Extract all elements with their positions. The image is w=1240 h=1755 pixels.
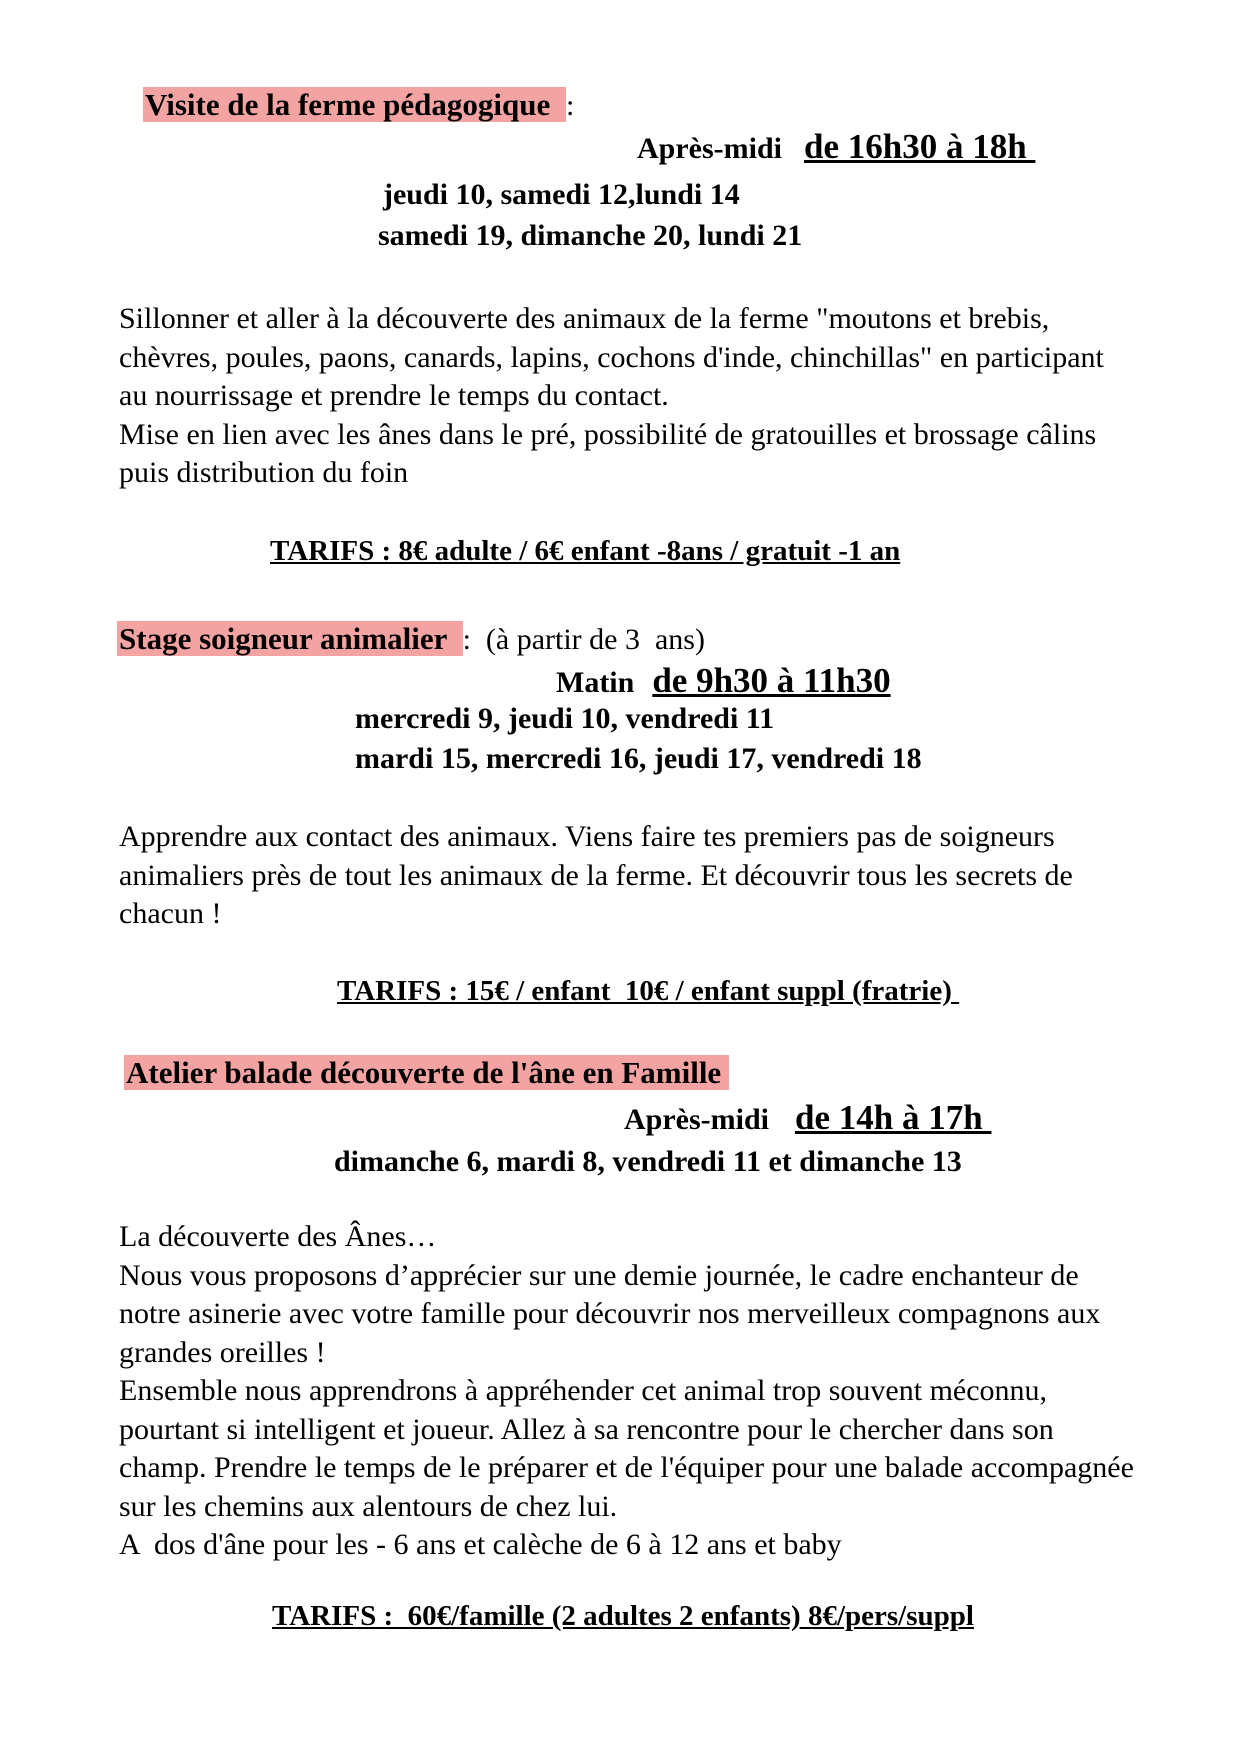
section1-title: Visite de la ferme pédagogique bbox=[143, 87, 566, 122]
section3-time-range: de 14h à 17h bbox=[795, 1098, 992, 1137]
section1-period-label: Après-midi bbox=[637, 132, 782, 165]
section1-description-p1: Sillonner et aller à la découverte des animaux de la ferme "moutons et brebis, chèvres, poules, paons, canards, lapins, cochons d'inde, chinchillas" en participant au nourrissage et prendre le temps du contact. bbox=[119, 302, 1104, 412]
section3-title: Atelier balade découverte de l'âne en Famille bbox=[124, 1055, 729, 1090]
section3-schedule bbox=[624, 1098, 991, 1138]
section1-schedule bbox=[637, 127, 1035, 167]
section3-description-p1: La découverte des Ânes… bbox=[119, 1220, 437, 1253]
section1-dates-line-1: jeudi 10, samedi 12,lundi 14 bbox=[383, 178, 740, 211]
section1-tarifs: TARIFS : 8€ adulte / 6€ enfant -8ans / gratuit -1 an bbox=[270, 535, 901, 567]
section2-title: Stage soigneur animalier bbox=[117, 621, 463, 656]
section2-time-range: de 9h30 à 11h30 bbox=[652, 661, 891, 700]
section3-period-label: Après-midi bbox=[624, 1103, 769, 1136]
section3-description-p2: Nous vous proposons d’apprécier sur une demie journée, le cadre enchanteur de notre asinerie avec votre famille pour découvrir nos merveilleux compagnons aux grandes oreilles ! bbox=[119, 1258, 1101, 1369]
section2-tarifs: TARIFS : 15€ / enfant 10€ / enfant suppl (fratrie) bbox=[337, 975, 960, 1007]
section2-heading bbox=[117, 619, 705, 659]
section2-schedule bbox=[556, 661, 891, 701]
section2-description-p1: Apprendre aux contact des animaux. Viens faire tes premiers pas de soigneurs animaliers près de tout les animaux de la ferme. Et découvrir tous les secrets de chacun ! bbox=[119, 820, 1073, 930]
section2-title-suffix: : (à partir de 3 ans) bbox=[462, 623, 705, 656]
section2-period-label: Matin bbox=[556, 666, 635, 699]
section2-dates-line-1: mercredi 9, jeudi 10, vendredi 11 bbox=[355, 702, 775, 735]
section1-time-range: de 16h30 à 18h bbox=[804, 127, 1036, 166]
section3-description-p4: A dos d'âne pour les - 6 ans et calèche de 6 à 12 ans et baby bbox=[119, 1528, 842, 1561]
section1-dates-line-2: samedi 19, dimanche 20, lundi 21 bbox=[378, 219, 803, 252]
section2-dates-line-2: mardi 15, mercredi 16, jeudi 17, vendredi 18 bbox=[355, 742, 922, 775]
section1-description bbox=[119, 300, 1139, 493]
section1-title-suffix: : bbox=[566, 89, 575, 122]
section1-heading bbox=[143, 85, 574, 125]
section3-tarifs: TARIFS : 60€/famille (2 adultes 2 enfants) 8€/pers/suppl bbox=[272, 1600, 974, 1632]
section3-description bbox=[119, 1218, 1139, 1565]
section3-dates-line-1: dimanche 6, mardi 8, vendredi 11 et dimanche 13 bbox=[334, 1145, 962, 1178]
section1-description-p2: Mise en lien avec les ânes dans le pré, possibilité de gratouilles et brossage câlins puis distribution du foin bbox=[119, 417, 1097, 489]
section2-description bbox=[119, 818, 1139, 934]
section3-heading bbox=[124, 1053, 729, 1093]
section3-description-p3: Ensemble nous apprendrons à appréhender cet animal trop souvent méconnu, pourtant si intelligent et joueur. Allez à sa rencontre pour le chercher dans son champ. Prendre le temps de le préparer et de l'équiper pour une balade accompagnée sur les chemins aux alentours de chez lui. bbox=[119, 1374, 1134, 1523]
